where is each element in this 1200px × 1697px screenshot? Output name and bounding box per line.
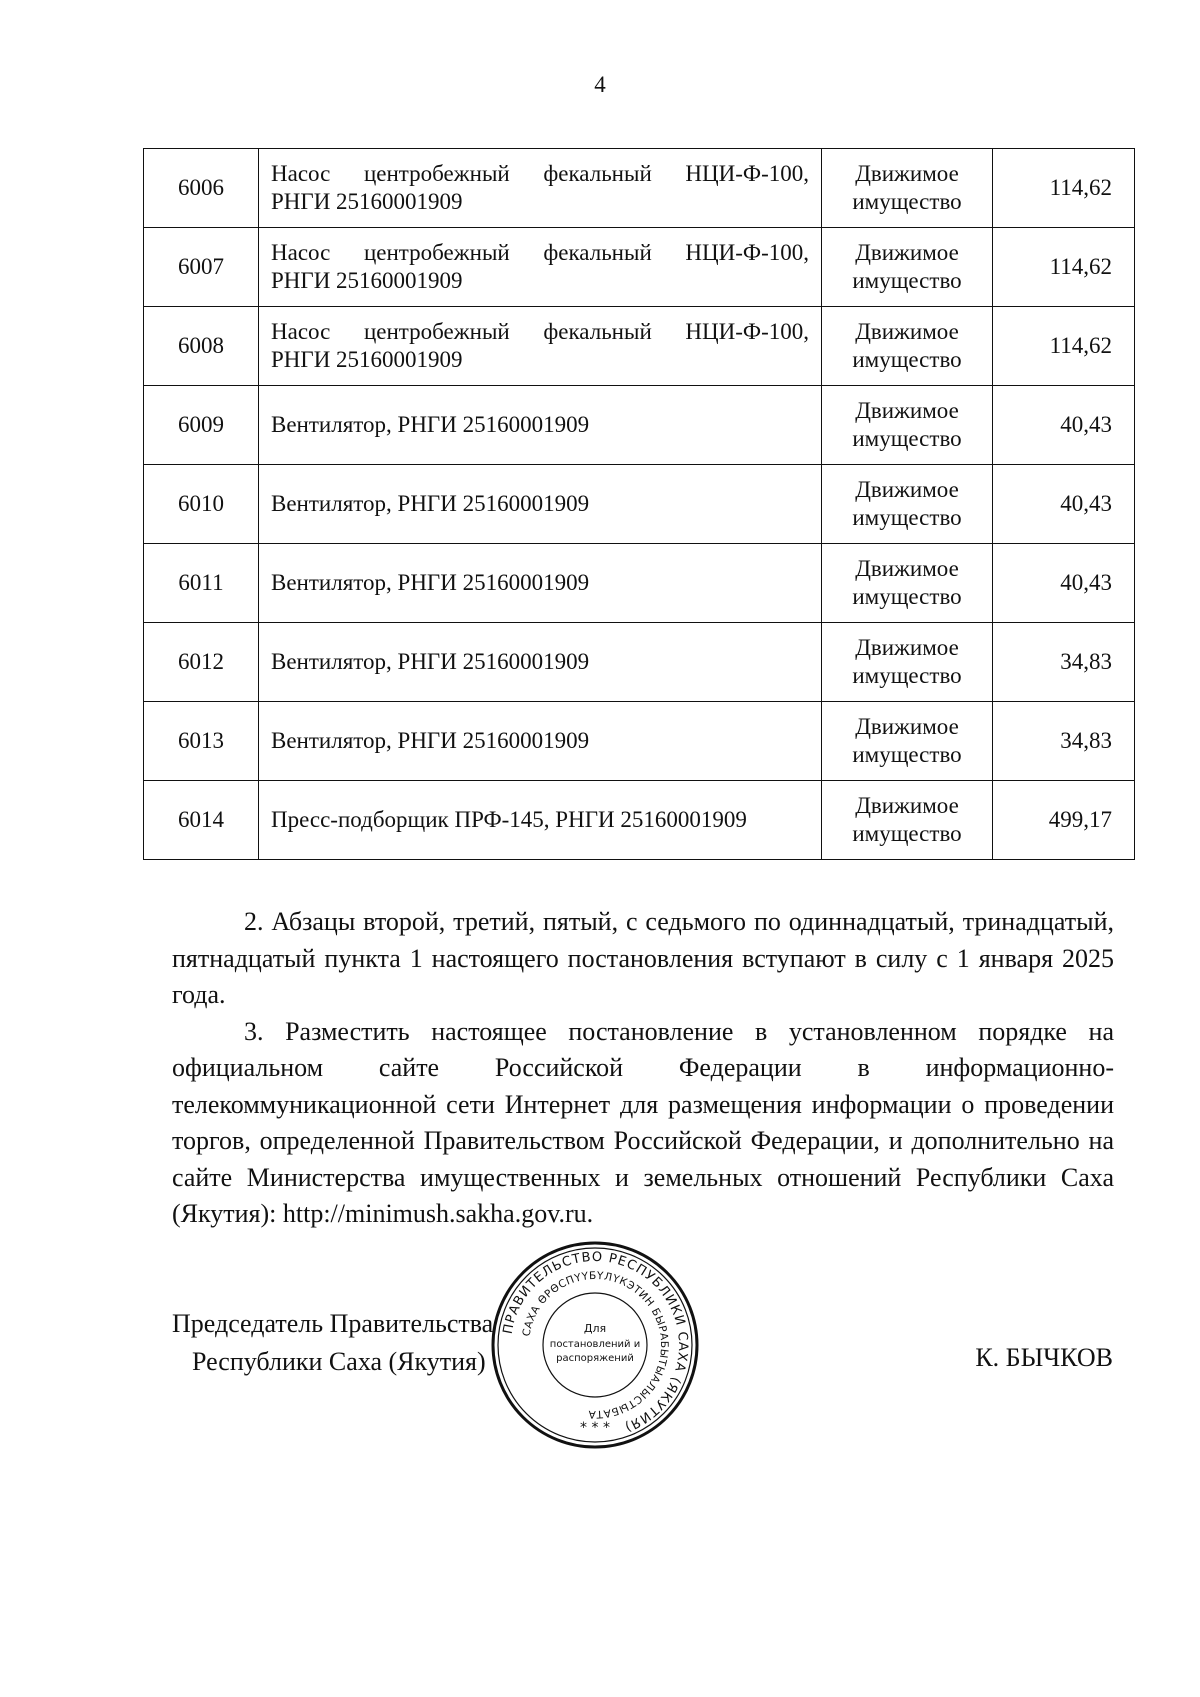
row-name bbox=[259, 702, 822, 781]
row-type-line2: имущество bbox=[852, 584, 962, 609]
seal-center-line2: постановлений и bbox=[549, 1339, 641, 1350]
row-name bbox=[259, 781, 822, 860]
signatory-title-line2: Республики Саха (Якутия) bbox=[192, 1347, 486, 1376]
signatory-title-line1: Председатель Правительства bbox=[172, 1309, 494, 1338]
row-name-line1: Насос центробежный фекальный НЦИ-Ф-100, bbox=[271, 240, 809, 265]
row-type bbox=[822, 149, 993, 228]
row-value: 40,43 bbox=[993, 386, 1135, 465]
row-value: 40,43 bbox=[993, 544, 1135, 623]
row-type-line2: имущество bbox=[852, 268, 962, 293]
table-row bbox=[144, 544, 1135, 623]
row-name bbox=[259, 623, 822, 702]
row-name-line1: Насос центробежный фекальный НЦИ-Ф-100, bbox=[271, 161, 809, 186]
row-name-line1: Вентилятор, РНГИ 25160001909 bbox=[271, 491, 590, 516]
row-number: 6006 bbox=[144, 149, 259, 228]
row-type bbox=[822, 465, 993, 544]
row-type-line1: Движимое bbox=[855, 556, 959, 581]
row-number: 6014 bbox=[144, 781, 259, 860]
row-type-line2: имущество bbox=[852, 505, 962, 530]
row-name bbox=[259, 386, 822, 465]
official-seal-stamp bbox=[490, 1240, 700, 1450]
property-table bbox=[143, 148, 1135, 860]
row-name-line1: Вентилятор, РНГИ 25160001909 bbox=[271, 570, 590, 595]
row-type bbox=[822, 228, 993, 307]
row-name-line1: Вентилятор, РНГИ 25160001909 bbox=[271, 728, 590, 753]
seal-inner-textpath: САХА ӨРӨСПҮҮБҮЛҮКЭТИН БЫРАБЫТЫАЛЫСТЫБАТА bbox=[520, 1269, 671, 1421]
row-type bbox=[822, 307, 993, 386]
row-number: 6008 bbox=[144, 307, 259, 386]
row-number: 6011 bbox=[144, 544, 259, 623]
page-number: 4 bbox=[594, 72, 606, 97]
row-type-line1: Движимое bbox=[855, 477, 959, 502]
row-type bbox=[822, 623, 993, 702]
row-type-line1: Движимое bbox=[855, 714, 959, 739]
row-type-line2: имущество bbox=[852, 742, 962, 767]
table-row bbox=[144, 702, 1135, 781]
decree-clauses bbox=[172, 904, 1114, 1233]
table-row bbox=[144, 307, 1135, 386]
row-value: 34,83 bbox=[993, 702, 1135, 781]
row-type bbox=[822, 386, 993, 465]
row-name-line1: Насос центробежный фекальный НЦИ-Ф-100, bbox=[271, 319, 809, 344]
row-value: 114,62 bbox=[993, 307, 1135, 386]
row-type-line1: Движимое bbox=[855, 635, 959, 660]
seal-center-line3: распоряжений bbox=[556, 1353, 634, 1364]
property-table-body bbox=[144, 149, 1135, 860]
row-number: 6012 bbox=[144, 623, 259, 702]
table-row bbox=[144, 149, 1135, 228]
row-type-line2: имущество bbox=[852, 663, 962, 688]
table-row bbox=[144, 228, 1135, 307]
table-row bbox=[144, 781, 1135, 860]
row-name-line2: РНГИ 25160001909 bbox=[271, 189, 463, 214]
seal-center-line1: Для bbox=[583, 1322, 607, 1335]
row-type-line1: Движимое bbox=[855, 161, 959, 186]
row-type bbox=[822, 702, 993, 781]
row-name bbox=[259, 228, 822, 307]
clause-2: 2. Абзацы второй, третий, пятый, с седьмого по одиннадцатый, тринадцатый, пятнадцатый пункта 1 настоящего постановления вступают в силу с 1 января 2025 года. bbox=[172, 907, 1114, 1009]
row-name-line2: РНГИ 25160001909 bbox=[271, 347, 463, 372]
row-number: 6007 bbox=[144, 228, 259, 307]
row-value: 34,83 bbox=[993, 623, 1135, 702]
row-type-line2: имущество bbox=[852, 821, 962, 846]
table-row bbox=[144, 465, 1135, 544]
row-name bbox=[259, 149, 822, 228]
signatory-name: К. БЫЧКОВ bbox=[975, 1343, 1113, 1372]
row-type-line2: имущество bbox=[852, 426, 962, 451]
row-type-line2: имущество bbox=[852, 347, 962, 372]
row-type-line1: Движимое bbox=[855, 793, 959, 818]
row-type-line1: Движимое bbox=[855, 398, 959, 423]
row-value: 114,62 bbox=[993, 228, 1135, 307]
seal-outer-textpath: ПРАВИТЕЛЬСТВО РЕСПУБЛИКИ САХА (ЯКУТИЯ) bbox=[500, 1249, 691, 1435]
row-name bbox=[259, 544, 822, 623]
row-number: 6013 bbox=[144, 702, 259, 781]
row-name-line1: Вентилятор, РНГИ 25160001909 bbox=[271, 649, 590, 674]
row-number: 6009 bbox=[144, 386, 259, 465]
row-type-line1: Движимое bbox=[855, 319, 959, 344]
row-value: 114,62 bbox=[993, 149, 1135, 228]
row-name bbox=[259, 307, 822, 386]
row-value: 499,17 bbox=[993, 781, 1135, 860]
row-name-line1: Пресс-подборщик ПРФ-145, РНГИ 25160001909 bbox=[271, 807, 747, 832]
row-value: 40,43 bbox=[993, 465, 1135, 544]
clause-3: 3. Разместить настоящее постановление в установленном порядке на официальном сайте Российской Федерации в информационно-телекоммуникационной сети Интернет для размещения информации о проведении торгов, определенной Правительством Российской Федерации, и дополнительно на сайте Министерства имущественных и земельных отношений Республики Саха (Якутия): http://minimush.sakha.gov.ru. bbox=[172, 1016, 1114, 1228]
signatory-title bbox=[172, 1305, 493, 1381]
row-name bbox=[259, 465, 822, 544]
table-row bbox=[144, 386, 1135, 465]
table-row bbox=[144, 623, 1135, 702]
row-number: 6010 bbox=[144, 465, 259, 544]
row-type-line1: Движимое bbox=[855, 240, 959, 265]
row-type bbox=[822, 781, 993, 860]
row-name-line2: РНГИ 25160001909 bbox=[271, 268, 463, 293]
row-type bbox=[822, 544, 993, 623]
seal-stars: * * * bbox=[580, 1420, 610, 1436]
row-name-line1: Вентилятор, РНГИ 25160001909 bbox=[271, 412, 590, 437]
row-type-line2: имущество bbox=[852, 189, 962, 214]
